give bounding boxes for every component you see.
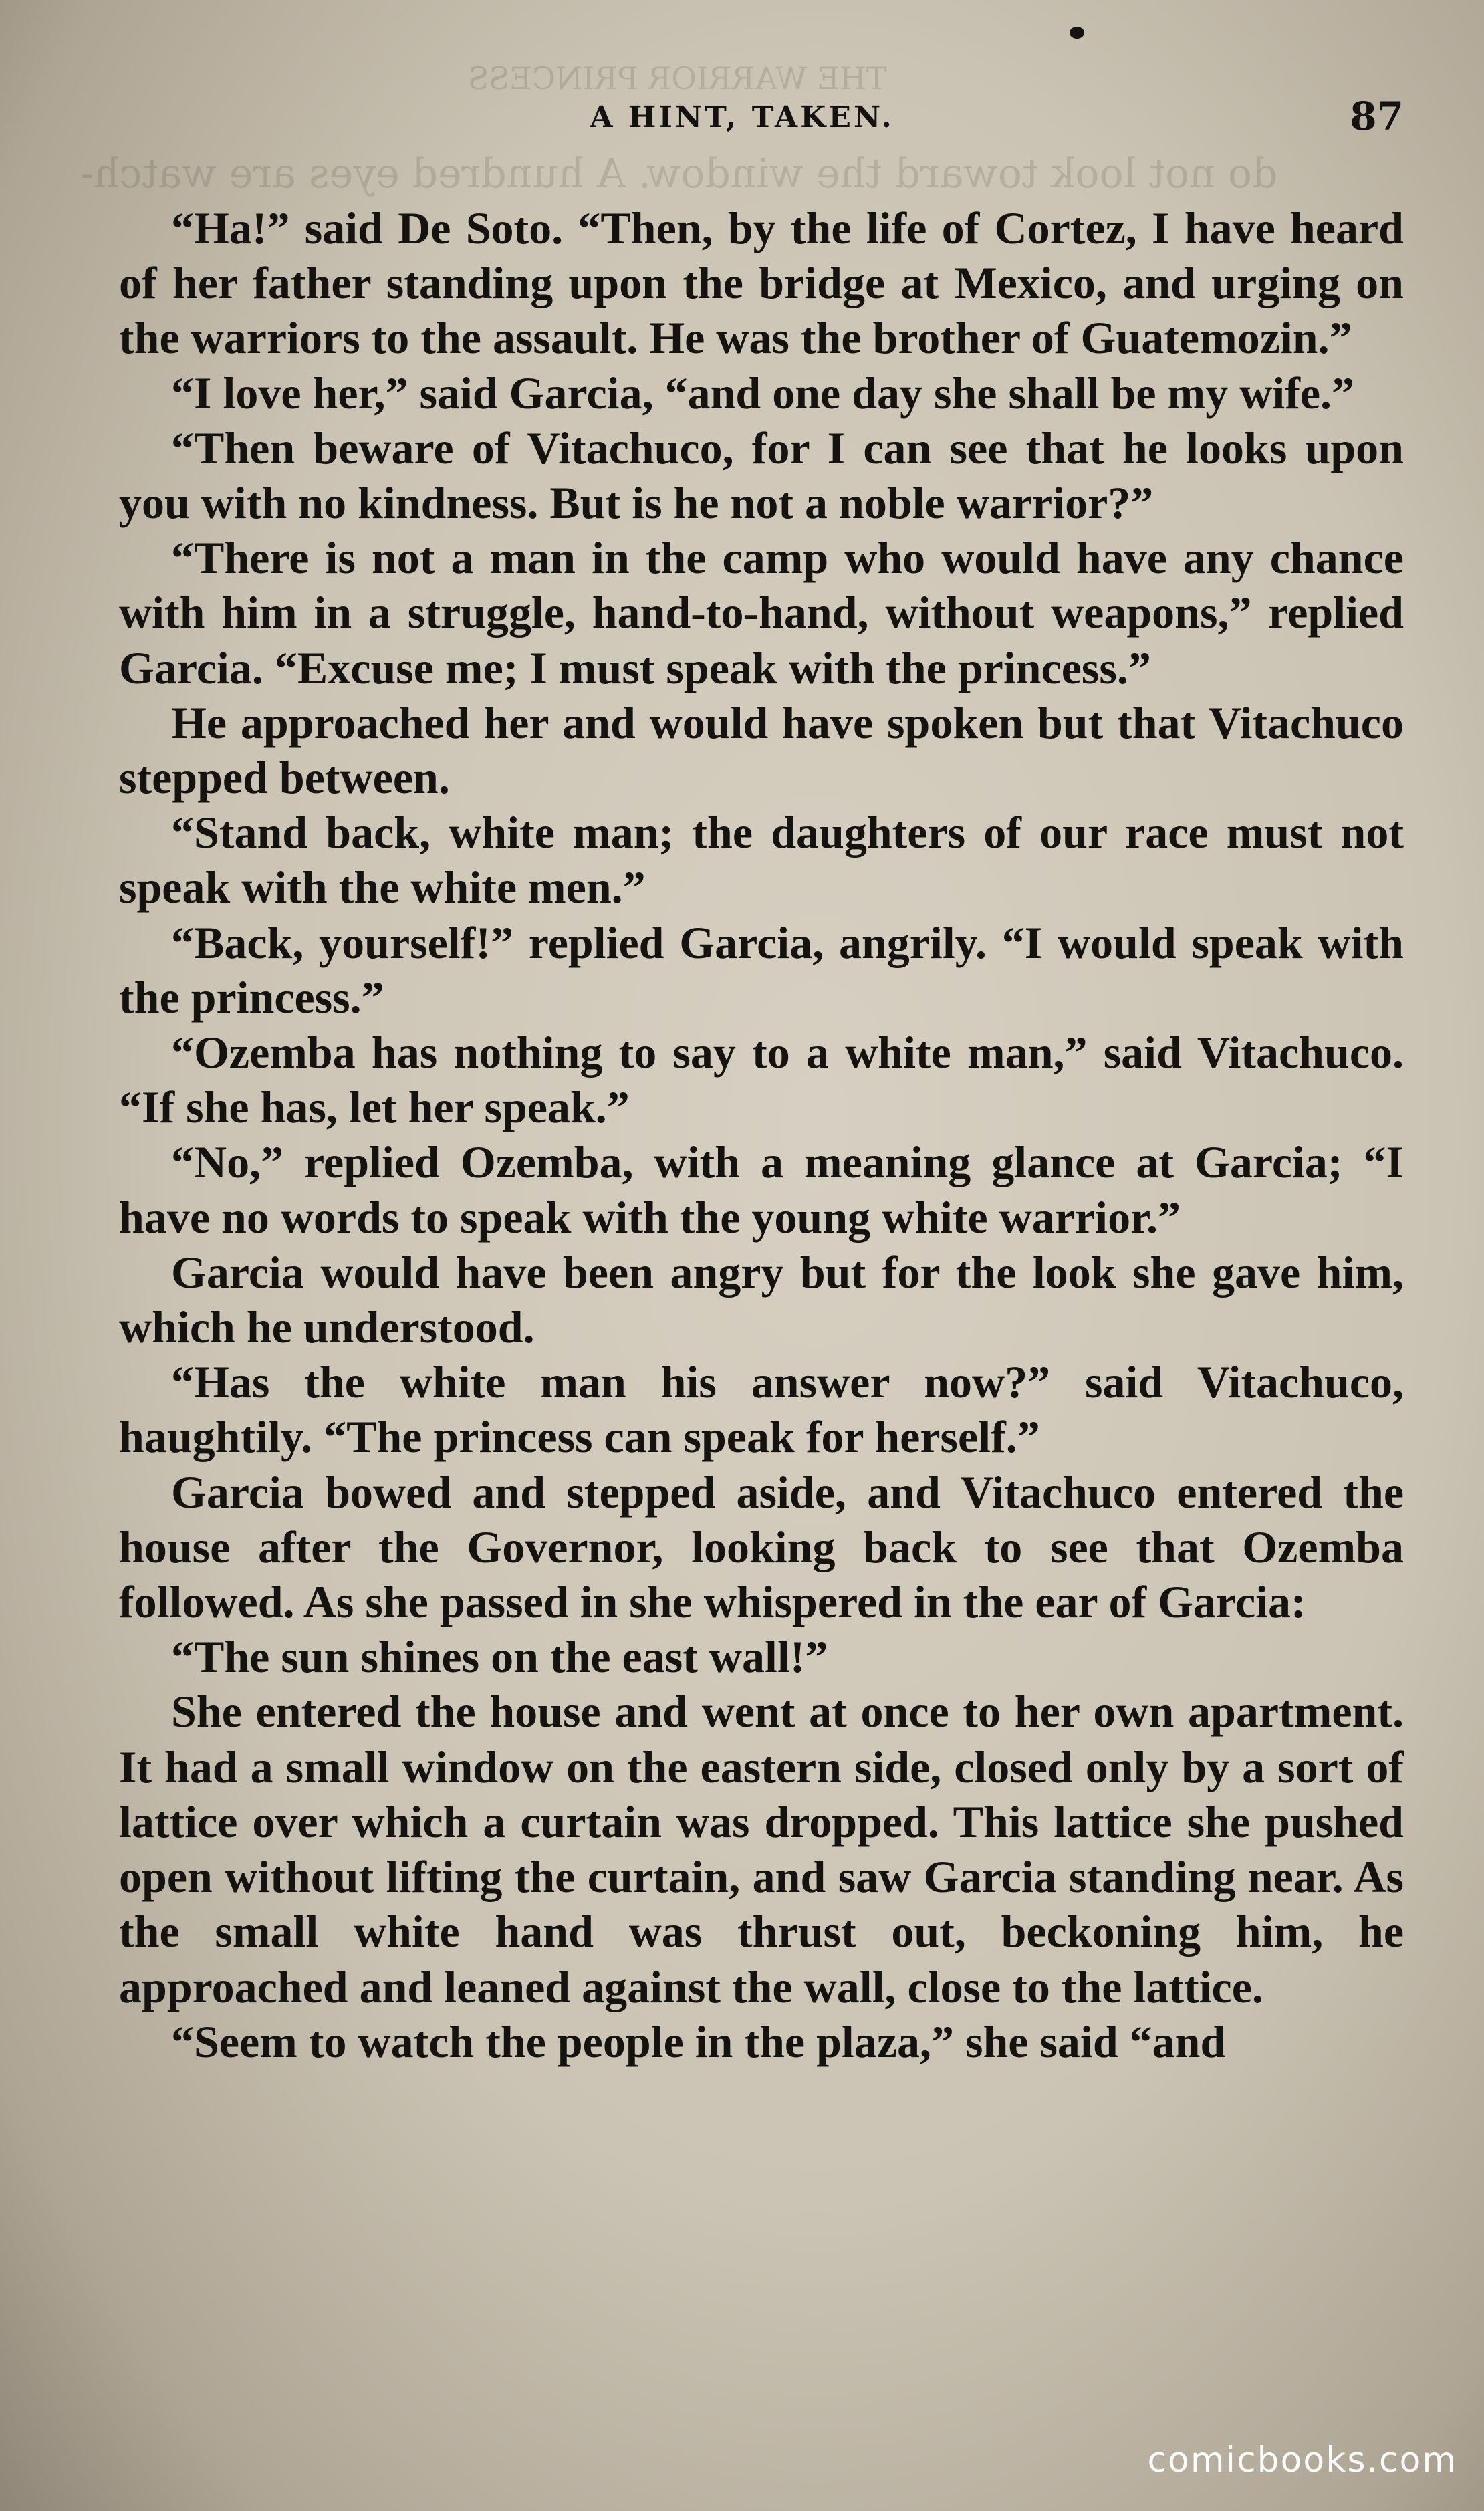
page-number: 87: [1350, 94, 1404, 139]
show-through-first-line: do not look toward the window. A hundred eyes are watch-: [80, 150, 1278, 197]
body-text: [119, 201, 1404, 2069]
watermark: comicbooks.com: [1147, 2440, 1457, 2480]
paragraph: “Has the white man his answer now?” said Vitachuco, haughtily. “The princess can speak for herself.”: [119, 1356, 1404, 1463]
paragraph: “Ha!” said De Soto. “Then, by the life of Cortez, I have heard of her father standing upon the bridge at Mexico, and urging on the warriors to the assault. He was the brother of Guatemozin.”: [119, 203, 1404, 364]
paragraph: “Stand back, white man; the daughters of our race must not speak with the white men.”: [119, 807, 1404, 913]
paragraph: “Back, yourself!” replied Garcia, angrily. “I would speak with the princess.”: [119, 917, 1404, 1023]
paragraph: “There is not a man in the camp who would have any chance with him in a struggle, hand-to-hand, without weapons,” replied Garcia. “Excuse me; I must speak with the princess.”: [119, 532, 1404, 693]
paragraph: She entered the house and went at once to her own apartment. It had a small window on the eastern side, closed only by a sort of lattice over which a curtain was dropped. This lattice she pushed open without lifting the curtain, and saw Garcia standing near. As the small white hand was thrust out, beckoning him, he approached and leaned against the wall, close to the lattice.: [119, 1686, 1404, 2012]
paragraph: He approached her and would have spoken but that Vitachuco stepped between.: [119, 697, 1404, 804]
ink-speck: [1070, 27, 1084, 39]
show-through-running-head: THE WARRIOR PRINCESS: [468, 60, 887, 96]
paragraph: “Ozemba has nothing to say to a white man,” said Vitachuco. “If she has, let her speak.”: [119, 1027, 1404, 1133]
paragraph: Garcia bowed and stepped aside, and Vitachuco entered the house after the Governor, looking back to see that Ozemba followed. As she passed in she whispered in the ear of Garcia:: [119, 1466, 1404, 1628]
paragraph: Garcia would have been angry but for the look she gave him, which he understood.: [119, 1246, 1404, 1353]
running-head: A HINT, TAKEN.: [590, 100, 894, 134]
paragraph: “The sun shines on the east wall!”: [171, 1631, 828, 1683]
paragraph: “I love her,” said Garcia, “and one day she shall be my wife.”: [171, 367, 1355, 418]
paragraph: “No,” replied Ozemba, with a meaning glance at Garcia; “I have no words to speak with the young white warrior.”: [119, 1137, 1404, 1243]
paragraph: “Then beware of Vitachuco, for I can see that he looks upon you with no kindness. But is he not a noble warrior?”: [119, 422, 1404, 529]
paragraph: “Seem to watch the people in the plaza,” she said “and: [171, 2016, 1226, 2067]
